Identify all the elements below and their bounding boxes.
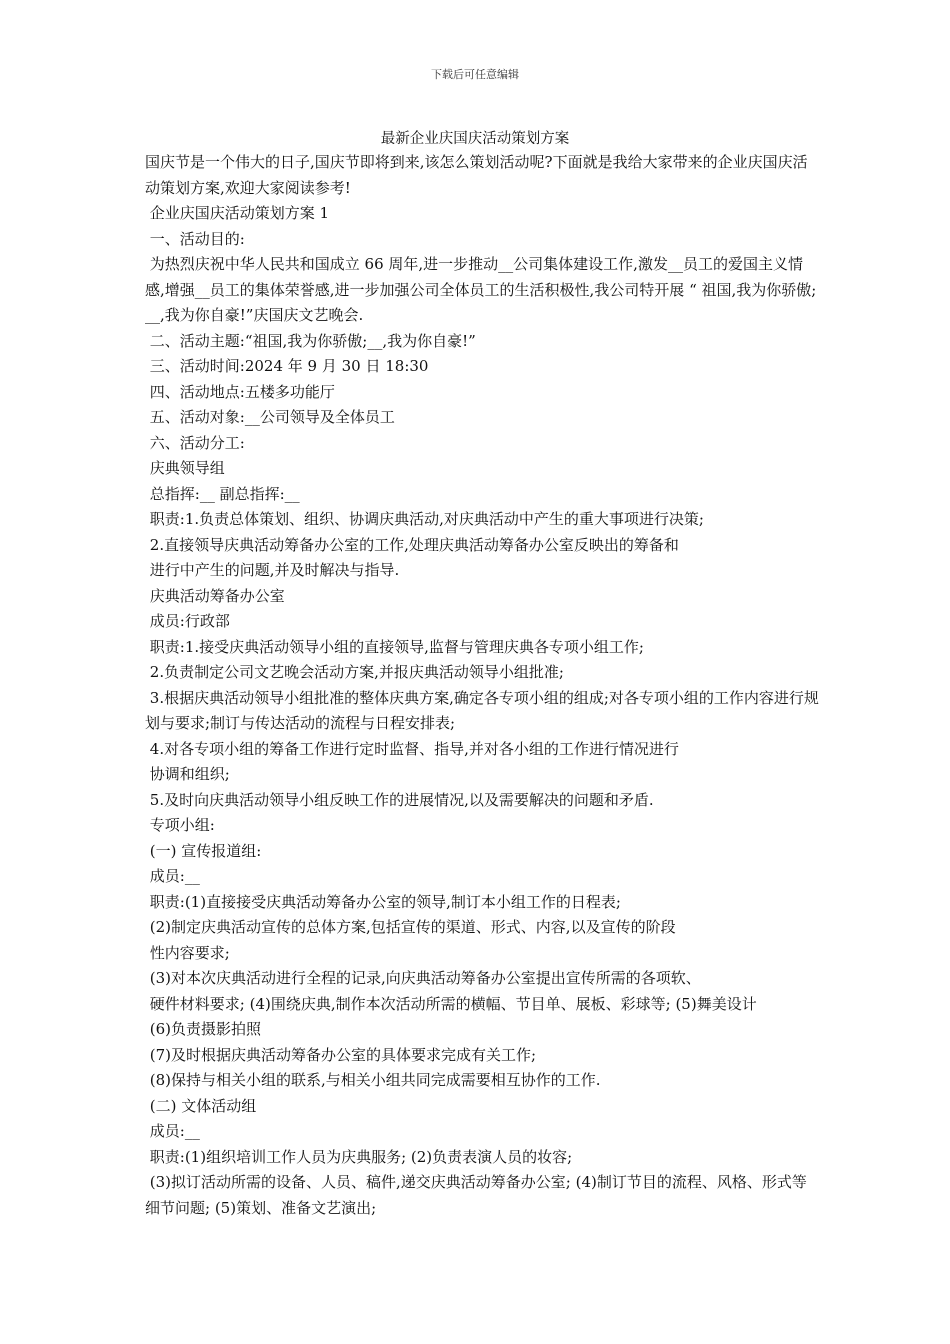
paragraph: 4.对各专项小组的筹备工作进行定时监督、指导,并对各小组的工作进行情况进行: [145, 739, 679, 758]
paragraph: (7)及时根据庆典活动筹备办公室的具体要求完成有关工作;: [145, 1045, 537, 1064]
paragraph: 专项小组:: [145, 816, 215, 834]
paragraph: 为热烈庆祝中华人民共和国成立 66 周年,进一步推动__公司集体建设工作,激发__员工的爱国主义情感,增强__员工的集体荣誉感,进一步加强公司全体员工的生活积极性,我公司特开展 “ 祖国,我为你骄傲;__,我为你自豪!”庆国庆文艺晚会.: [145, 255, 817, 324]
paragraph: (2)制定庆典活动宣传的总体方案,包括宣传的渠道、形式、内容,以及宣传的阶段: [145, 918, 676, 936]
paragraph: (二) 文体活动组: [145, 1096, 257, 1115]
paragraph: 庆典领导组: [145, 459, 225, 477]
document-title: 最新企业庆国庆活动策划方案: [380, 131, 570, 147]
paragraph: 成员:__: [145, 1122, 200, 1140]
paragraph: (8)保持与相关小组的联系,与相关小组共同完成需要相互协作的工作.: [145, 1071, 601, 1089]
paragraph: 进行中产生的问题,并及时解决与指导.: [145, 561, 400, 579]
paragraph: 2.负责制定公司文艺晚会活动方案,并报庆典活动领导小组批准;: [145, 663, 564, 681]
paragraph: 成员:行政部: [145, 612, 230, 630]
paragraph: 三、活动时间:2024 年 9 月 30 日 18:30: [145, 357, 429, 375]
paragraph: 庆典活动筹备办公室: [145, 586, 285, 605]
paragraph: 五、活动对象:__公司领导及全体员工: [145, 408, 395, 426]
paragraph: (6)负责摄影拍照: [145, 1020, 262, 1038]
paragraph: 二、活动主题:“祖国,我为你骄傲;__,我为你自豪!”: [145, 331, 476, 350]
paragraph: 六、活动分工:: [145, 433, 245, 452]
paragraph: 一、活动目的:: [145, 229, 245, 248]
paragraph: 职责:1.负责总体策划、组织、协调庆典活动,对庆典活动中产生的重大事项进行决策;: [145, 510, 704, 528]
paragraph: 国庆节是一个伟大的日子,国庆节即将到来,该怎么策划活动呢?下面就是我给大家带来的企业庆国庆活动策划方案,欢迎大家阅读参考!: [145, 153, 808, 197]
paragraph: 企业庆国庆活动策划方案 1: [145, 204, 330, 222]
paragraph: 硬件材料要求; (4)围绕庆典,制作本次活动所需的横幅、节目单、展板、彩球等; (5)舞美设计: [145, 994, 757, 1013]
paragraph: (3)对本次庆典活动进行全程的记录,向庆典活动筹备办公室提出宣传所需的各项软、: [145, 969, 701, 987]
paragraph: 总指挥:__ 副总指挥:__: [145, 484, 300, 503]
paragraph: 职责:(1)组织培训工作人员为庆典服务; (2)负责表演人员的妆容;: [145, 1147, 573, 1166]
paragraph: 2.直接领导庆典活动筹备办公室的工作,处理庆典活动筹备办公室反映出的筹备和: [145, 535, 679, 554]
paragraph: 协调和组织;: [145, 765, 230, 783]
paragraph: 成员:__: [145, 867, 200, 885]
paragraph: 性内容要求;: [145, 943, 230, 962]
paragraph: 职责:(1)直接接受庆典活动筹备办公室的领导,制订本小组工作的日程表;: [145, 892, 621, 911]
document-body: [145, 150, 820, 1221]
paragraph: (一) 宣传报道组:: [145, 841, 262, 860]
page-header: 下载后可任意编辑: [431, 68, 519, 81]
paragraph: 职责:1.接受庆典活动领导小组的直接领导,监督与管理庆典各专项小组工作;: [145, 637, 644, 656]
paragraph: 四、活动地点:五楼多功能厅: [145, 382, 335, 401]
paragraph: 3.根据庆典活动领导小组批准的整体庆典方案,确定各专项小组的组成;对各专项小组的工作内容进行规划与要求;制订与传达活动的流程与日程安排表;: [145, 688, 819, 732]
paragraph: 5.及时向庆典活动领导小组反映工作的进展情况,以及需要解决的问题和矛盾.: [145, 790, 654, 809]
paragraph: (3)拟订活动所需的设备、人员、稿件,递交庆典活动筹备办公室; (4)制订节目的流程、风格、形式等细节问题; (5)策划、准备文艺演出;: [145, 1173, 807, 1217]
